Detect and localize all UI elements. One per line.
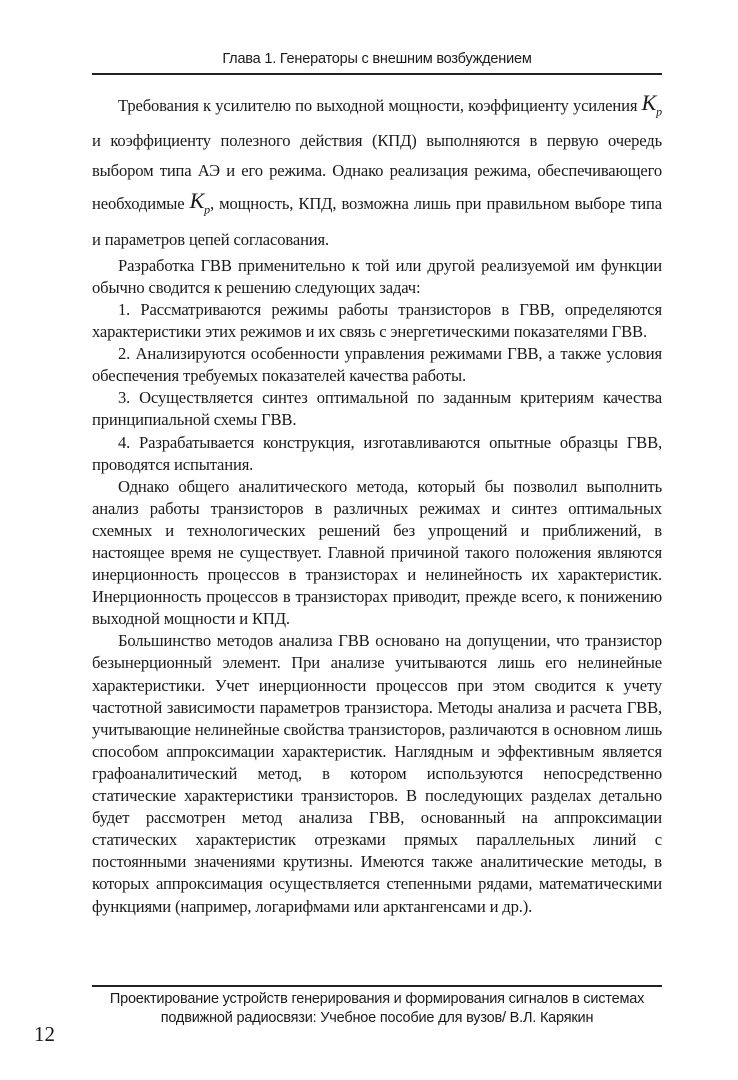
list-item-4: 4. Разрабатывается конструкция, изготавливаются опытные образцы ГВВ, проводятся испытания. bbox=[92, 432, 662, 474]
formula-subscript: p bbox=[656, 104, 662, 119]
text-segment: , мощность, КПД, возможна лишь при правильном выборе типа и параметров цепей согласования. bbox=[92, 194, 662, 249]
list-item-1: 1. Рассматриваются режимы работы транзисторов в ГВВ, определяются характеристики этих режимов и их связь с энергетическими показателями ГВВ. bbox=[92, 299, 662, 342]
footer-rule bbox=[92, 985, 662, 987]
header-rule bbox=[92, 73, 662, 75]
formula-symbol: K bbox=[641, 90, 657, 115]
paragraph-tasks-intro: Разработка ГВВ применительно к той или другой реализуемой им функции обычно сводится к решению следующих задач: bbox=[92, 255, 662, 297]
page-number: 12 bbox=[34, 1022, 55, 1046]
text-segment: Требования к усилителю по выходной мощности, коэффициенту усиления bbox=[118, 96, 642, 116]
paragraph-requirements bbox=[92, 88, 662, 255]
paragraph-analysis: Большинство методов анализа ГВВ основано на допущении, что транзистор безынерционный элемент. При анализе учитываются лишь его нелинейные характеристики. Учет инерционности процессов при этом сводится к учету частотной зависимости параметров транзистора. Методы анализа и расчета ГВВ, учитывающие нелинейные свойства транзисторов, различаются в основном лишь способом аппроксимации характеристик. Наглядным и эффективным является графоаналитический метод, в котором используются непосредственно статические характеристики транзисторов. В последующих разделах детально будет рассмотрен метод анализа ГВВ, основанный на аппроксимации статических характеристик отрезками прямых параллельных линий с постоянными значениями крутизны. Имеются также аналитические методы, в которых аппроксимация осуществляется степенными рядами, математическими функциями (например, логарифмами или арктангенсами и др.). bbox=[92, 631, 662, 916]
running-footer bbox=[92, 990, 662, 1028]
formula-symbol: K bbox=[189, 188, 205, 214]
page-body bbox=[92, 88, 662, 918]
text-segment: и коэффициенту полезного действия (КПД) выполняются в первую очередь выбором типа АЭ и его режима. Однако реализация режима, обеспечивающего необходимые bbox=[92, 131, 662, 214]
footer-line-2: подвижной радиосвязи: Учебное пособие для вузов/ В.Л. Карякин bbox=[160, 1010, 594, 1026]
running-header: Глава 1. Генераторы с внешним возбуждением bbox=[222, 51, 532, 67]
list-item-2: 2. Анализируются особенности управления режимами ГВВ, а также условия обеспечения требуемых показателей качества работы. bbox=[92, 344, 662, 386]
formula-subscript: p bbox=[204, 202, 211, 217]
footer-line-1: Проектирование устройств генерирования и формирования сигналов в системах bbox=[109, 991, 645, 1007]
formula-kp bbox=[641, 90, 662, 119]
formula-kp bbox=[189, 188, 211, 217]
paragraph-methods: Однако общего аналитического метода, который бы позволил выполнить анализ работы транзисторов в различных режимах и синтез оптимальных схемных и технологических решений без упрощений и приближений, в настоящее время не существует. Главной причиной такого положения являются инерционность процессов в транзисторах и нелинейность их характеристик. Инерционность процессов в транзисторах приводит, прежде всего, к понижению выходной мощности и КПД. bbox=[92, 476, 662, 629]
list-item-3: 3. Осуществляется синтез оптимальной по заданным критериям качества принципиальной схемы ГВВ. bbox=[92, 388, 662, 430]
